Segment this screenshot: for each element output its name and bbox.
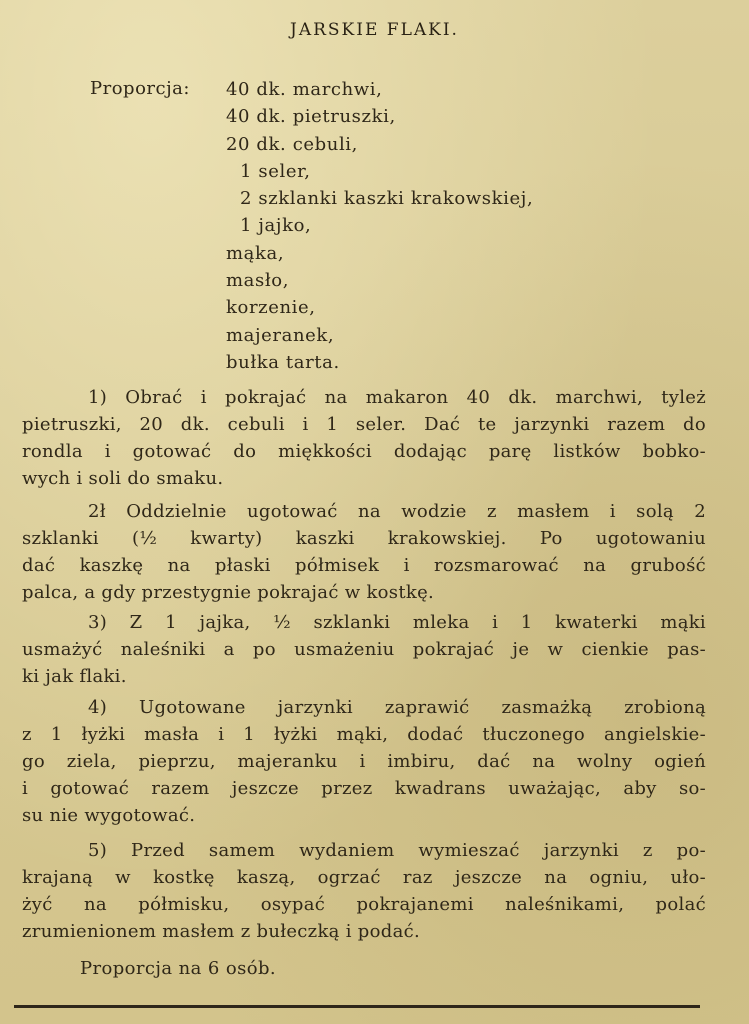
step-line: 5) Przed samem wydaniem wymieszać jarzynki z po- <box>88 840 706 861</box>
ingredient-item: 40 dk. marchwi, <box>226 79 383 100</box>
step-line: wych i soli do smaku. <box>22 468 224 489</box>
servings-note: Proporcja na 6 osób. <box>80 958 277 979</box>
step-5 <box>22 837 706 945</box>
step-line: pietruszki, 20 dk. cebuli i 1 seler. Dać te jarzynki razem do <box>22 414 706 435</box>
bottom-rule <box>14 1005 700 1008</box>
step-line: zrumienionem masłem z bułeczką i podać. <box>22 921 421 942</box>
ingredient-item: 1 jajko, <box>240 215 312 237</box>
ingredient-item: 1 seler, <box>240 160 311 182</box>
step-line: ki jak flaki. <box>22 666 127 687</box>
ingredient-item: bułka tarta. <box>226 351 340 373</box>
step-line: go ziela, pieprzu, majeranku i imbiru, dać na wolny ogień <box>22 751 706 772</box>
step-3 <box>22 609 706 690</box>
step-line: rondla i gotować do miękkości dodając parę listków bobko- <box>22 441 706 462</box>
proportion-label: Proporcja: <box>90 78 190 99</box>
ingredient-item: masło, <box>226 270 290 292</box>
step-line: su nie wygotować. <box>22 805 196 826</box>
step-line: krajaną w kostkę kaszą, ogrzać raz jeszcze na ogniu, uło- <box>22 867 706 888</box>
step-line: szklanki (½ kwarty) kaszki krakowskiej. Po ugotowaniu <box>22 528 706 549</box>
step-line: żyć na półmisku, osypać pokrajanemi naleśnikami, polać <box>22 894 706 915</box>
step-line: 3) Z 1 jajka, ½ szklanki mleka i 1 kwaterki mąki <box>88 612 706 633</box>
step-line: 1) Obrać i pokrajać na makaron 40 dk. marchwi, tyleż <box>88 387 706 408</box>
ingredient-item: 2 szklanki kaszki krakowskiej, <box>240 188 534 210</box>
step-2 <box>22 498 706 606</box>
step-4 <box>22 694 706 829</box>
step-line: 2ł Oddzielnie ugotować na wodzie z masłem i solą 2 <box>88 501 706 522</box>
step-line: palca, a gdy przestygnie pokrajać w kostkę. <box>22 582 435 603</box>
step-line: i gotować razem jeszcze przez kwadrans uważając, aby so- <box>22 778 706 799</box>
step-line: 4) Ugotowane jarzynki zaprawić zasmażką zrobioną <box>88 697 706 718</box>
ingredient-list <box>226 76 533 376</box>
step-line: dać kaszkę na płaski półmisek i rozsmarować na grubość <box>22 555 706 576</box>
step-line: usmażyć naleśniki a po usmażeniu pokrajać je w cienkie pas- <box>22 639 706 660</box>
ingredient-item: mąka, <box>226 242 285 264</box>
ingredient-item: korzenie, <box>226 297 316 319</box>
step-1 <box>22 384 706 492</box>
recipe-title: JARSKIE FLAKI. <box>290 20 459 40</box>
ingredient-item: majeranek, <box>226 324 335 346</box>
ingredient-item: 20 dk. cebuli, <box>226 133 358 155</box>
step-line: z 1 łyżki masła i 1 łyżki mąki, dodać tłuczonego angielskie- <box>22 724 706 745</box>
ingredient-item: 40 dk. pietruszki, <box>226 106 396 128</box>
